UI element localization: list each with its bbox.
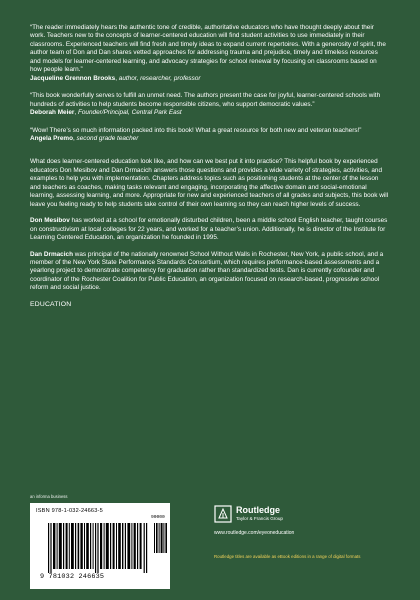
author-bio <box>30 251 390 293</box>
quote-role: author, researcher, professor <box>118 74 201 82</box>
quote-role: Founder/Principal, Central Park East <box>77 109 182 117</box>
cover-footer <box>0 494 420 600</box>
quote-author: Deborah Meier <box>30 109 75 117</box>
quote-block <box>30 127 390 144</box>
quote-attribution: Angela Premo, second grade teacher <box>30 134 139 142</box>
quote-block <box>30 92 390 117</box>
informa-tagline: an informa business <box>30 494 68 499</box>
quote-text: “The reader immediately hears the authentic tone of credible, authoritative educators who have thought deeply about their work. Teachers new to the concepts of learner-centered education will find student activities to use immediately in their classrooms. Experienced teachers will find fresh and timely ideas to expand current repertoires. With a generosity of spirit, the author team of Don and Dan shares vetted approaches for addressing trauma and prejudice, timely and timeless resources and models for learner-centered learning, and advocacy strategies for school renewal by focusing on classrooms based on how people learn.” <box>30 24 386 74</box>
author-name: Dan Drmacich <box>30 250 73 258</box>
book-description: What does learner-centered education look like, and how can we best put it into practice? This helpful book by experienced educators Don Mesibov and Dan Drmacich answers those questions and provides a wide variety of strategies, activities, and examples to help you with implementation. Chapters address topics such as positioning students at the center of the lesson and teachers as coaches, making tasks relevant and engaging, incorporating the affective domain and social-emotional learning, assessing learning, and more. Appropriate for new and experienced teachers of all grades and subjects, this book will leave you feeling ready to help students take control of their own learning so they can reach higher levels of success. <box>30 158 389 208</box>
quote-text: “Wow! There’s so much information packed into this book! What a great resource for both new and veteran teachers!” <box>30 126 362 134</box>
barcode-icon <box>48 523 148 573</box>
publisher-block <box>214 503 394 543</box>
barcode-digits: 9 781032 246635 <box>40 573 105 581</box>
quote-attribution: Deborah Meier, Founder/Principal, Central Park East <box>30 109 182 117</box>
publisher-subtitle: Taylor & Francis Group <box>236 516 283 521</box>
ebook-note: Routledge titles are available as eBook editions in a range of digital formats <box>214 554 361 559</box>
author-bio-text: was principal of the nationally renowned School Without Walls in Rochester, New York, a public school, and a member of the New York State Performance Standards Consortium, which requires performance-based assessments and a yearlong project to demonstrate competency for graduation rather than standardized tests. Dan is currently cofounder and coordinator of the Rochester Coalition for Public Education, an organization focused on research-based, progressive school reform and social justice. <box>30 250 384 292</box>
barcode-addon-digits: 90000 <box>151 515 165 520</box>
isbn-number: ISBN 978-1-032-24663-5 <box>36 508 103 514</box>
subject-category: EDUCATION <box>30 300 72 308</box>
quote-block <box>30 24 390 83</box>
quote-author: Angela Premo <box>30 134 73 142</box>
routledge-logo-icon <box>214 505 232 523</box>
quote-role: second grade teacher <box>76 134 139 142</box>
quote-author: Jacqueline Grennon Brooks <box>30 74 116 82</box>
author-bio-text: has worked at a school for emotionally disturbed children, been a middle school English teacher, taught courses on constructivism at local colleges for 22 years, and worked for a teacher’s union. Additionally, he is director of the Institute for Learning Centered Education, an organization he founded in 1995. <box>30 217 388 242</box>
barcode-addon-icon <box>154 523 168 553</box>
author-bio <box>30 217 390 242</box>
cover-content <box>30 24 390 310</box>
publisher-name: Routledge <box>236 505 280 515</box>
barcode-box <box>30 503 170 589</box>
author-name: Don Mesibov <box>30 217 70 225</box>
quote-text: “This book wonderfully serves to fulfill an unmet need. The authors present the case for joyful, learner-centered schools with hundreds of activities to help students become responsible citizens, who support democratic values.” <box>30 92 381 108</box>
publisher-url[interactable]: www.routledge.com/eyeoneducation <box>214 530 295 536</box>
quote-attribution: Jacqueline Grennon Brooks, author, researcher, professor <box>30 74 201 82</box>
